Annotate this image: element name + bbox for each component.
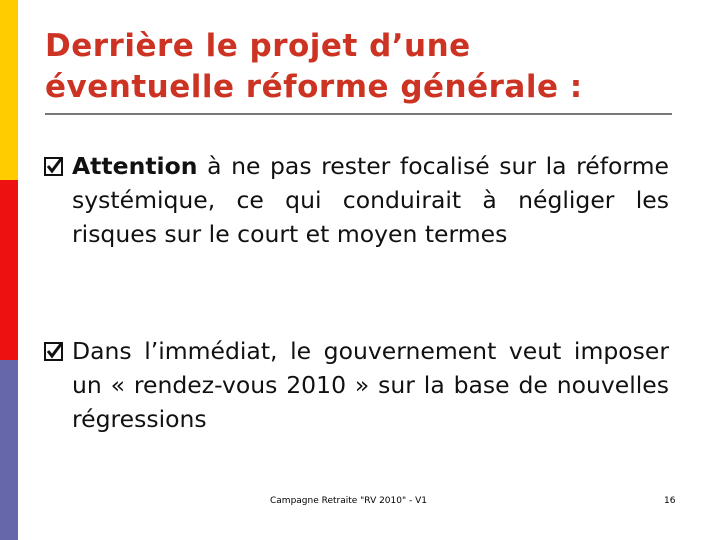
title-divider [45,113,672,115]
slide-title-line-1: Derrière le projet d’une [45,28,471,64]
slide-title-line-2: éventuelle réforme générale : [45,69,583,105]
bullet-2-text: Dans l’immédiat, le gouvernement veut imposer un « rendez-vous 2010 » sur la base de nouvelles régressions [72,337,669,433]
bullet-item-2 [44,334,669,436]
side-bar-yellow [0,0,18,180]
page-number: 16 [664,496,676,506]
checkbox-icon [44,342,64,362]
bullet-1-bold: Attention [72,152,198,180]
slide-footer: Campagne Retraite "RV 2010" - V1 [270,496,427,506]
bullet-item-1 [44,149,669,251]
slide-title [45,26,685,108]
side-bar-red [0,180,18,360]
checkbox-icon [44,157,64,177]
bullet-1-text: à ne pas rester focalisé sur la réforme systémique, ce qui conduirait à négliger les risques sur le court et moyen termes [72,152,669,248]
side-bar-purple [0,360,18,540]
